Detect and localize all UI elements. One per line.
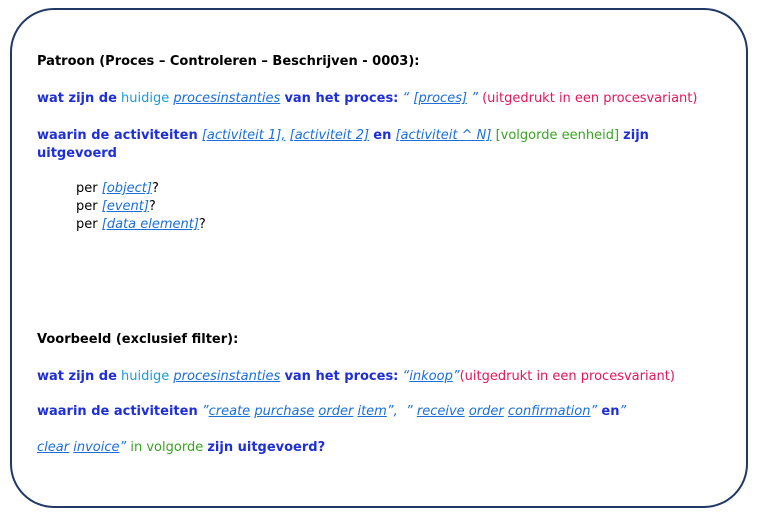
text-per: per (76, 199, 98, 214)
placeholder-event: [event] (101, 199, 149, 214)
value-confirmation: confirmation (507, 404, 591, 419)
text-uitgevoerd: uitgevoerd (37, 146, 117, 161)
pattern-card (10, 8, 748, 508)
quote-close: ” (471, 91, 478, 106)
value-inkoop: inkoop (409, 369, 453, 384)
text-uitgedrukt: (uitgedrukt in een procesvariant) (482, 91, 698, 106)
quote: ”, (386, 404, 398, 419)
value-create: create (208, 404, 251, 419)
placeholder-volgorde-eenheid: [volgorde eenheid] (495, 128, 620, 143)
quote: ” (119, 440, 127, 455)
pattern-title: Patroon (Proces – Controleren – Beschrijven - 0003): (37, 54, 420, 69)
placeholder-proces: [proces] (413, 91, 468, 106)
quote-open: “ (402, 91, 410, 106)
placeholder-activiteit-2: [activiteit 2] (289, 128, 370, 143)
value-receive: receive (416, 404, 465, 419)
value-invoice: invoice (73, 440, 120, 455)
quote: ” (590, 404, 598, 419)
per-item-data-element (76, 216, 206, 234)
placeholder-object: [object] (101, 181, 152, 196)
text-uitgedrukt: (uitgedrukt in een procesvariant) (459, 369, 675, 384)
text-zijn: zijn (623, 128, 649, 143)
placeholder-activiteit-1: [activiteit 1], (201, 128, 286, 143)
per-item-object (76, 180, 159, 198)
example-line-2 (37, 403, 626, 421)
placeholder-data-element: [data element] (101, 217, 199, 232)
text-procesinstanties: procesinstanties (173, 91, 281, 106)
quote-close: ” (452, 369, 460, 384)
text-van-het-proces: van het proces: (284, 369, 399, 384)
value-item: item (357, 404, 387, 419)
question-mark: ? (151, 181, 159, 196)
text-waarin: waarin de activiteiten (37, 404, 198, 419)
example-title: Voorbeeld (exclusief filter): (37, 332, 239, 347)
value-clear: clear (37, 440, 70, 455)
quote: ” (405, 404, 413, 419)
text-procesinstanties: procesinstanties (173, 369, 281, 384)
quote: ” (201, 404, 209, 419)
text-en: en (601, 404, 620, 419)
text-wat-zijn-de: wat zijn de (37, 91, 117, 106)
value-order: order (468, 404, 504, 419)
pattern-line-2 (37, 127, 649, 145)
text-per: per (76, 181, 98, 196)
text-wat-zijn-de: wat zijn de (37, 369, 117, 384)
text-zijn-uitgevoerd: zijn uitgevoerd? (207, 440, 326, 455)
text-huidige: huidige (121, 369, 170, 384)
value-purchase: purchase (254, 404, 315, 419)
example-line-3 (37, 439, 325, 457)
text-huidige: huidige (121, 91, 170, 106)
question-mark: ? (148, 199, 156, 214)
per-item-event (76, 198, 156, 216)
text-en: en (373, 128, 392, 143)
value-order: order (318, 404, 354, 419)
pattern-line-3 (37, 145, 117, 163)
quote-open: “ (402, 369, 410, 384)
placeholder-activiteit-n: [activiteit ^ N] (395, 128, 492, 143)
pattern-line-1 (37, 90, 697, 108)
text-waarin: waarin de activiteiten (37, 128, 198, 143)
question-mark: ? (198, 217, 206, 232)
example-line-1 (37, 368, 675, 386)
text-van-het-proces: van het proces: (284, 91, 399, 106)
text-in-volgorde: in volgorde (130, 440, 204, 455)
text-per: per (76, 217, 98, 232)
quote: ” (619, 404, 627, 419)
